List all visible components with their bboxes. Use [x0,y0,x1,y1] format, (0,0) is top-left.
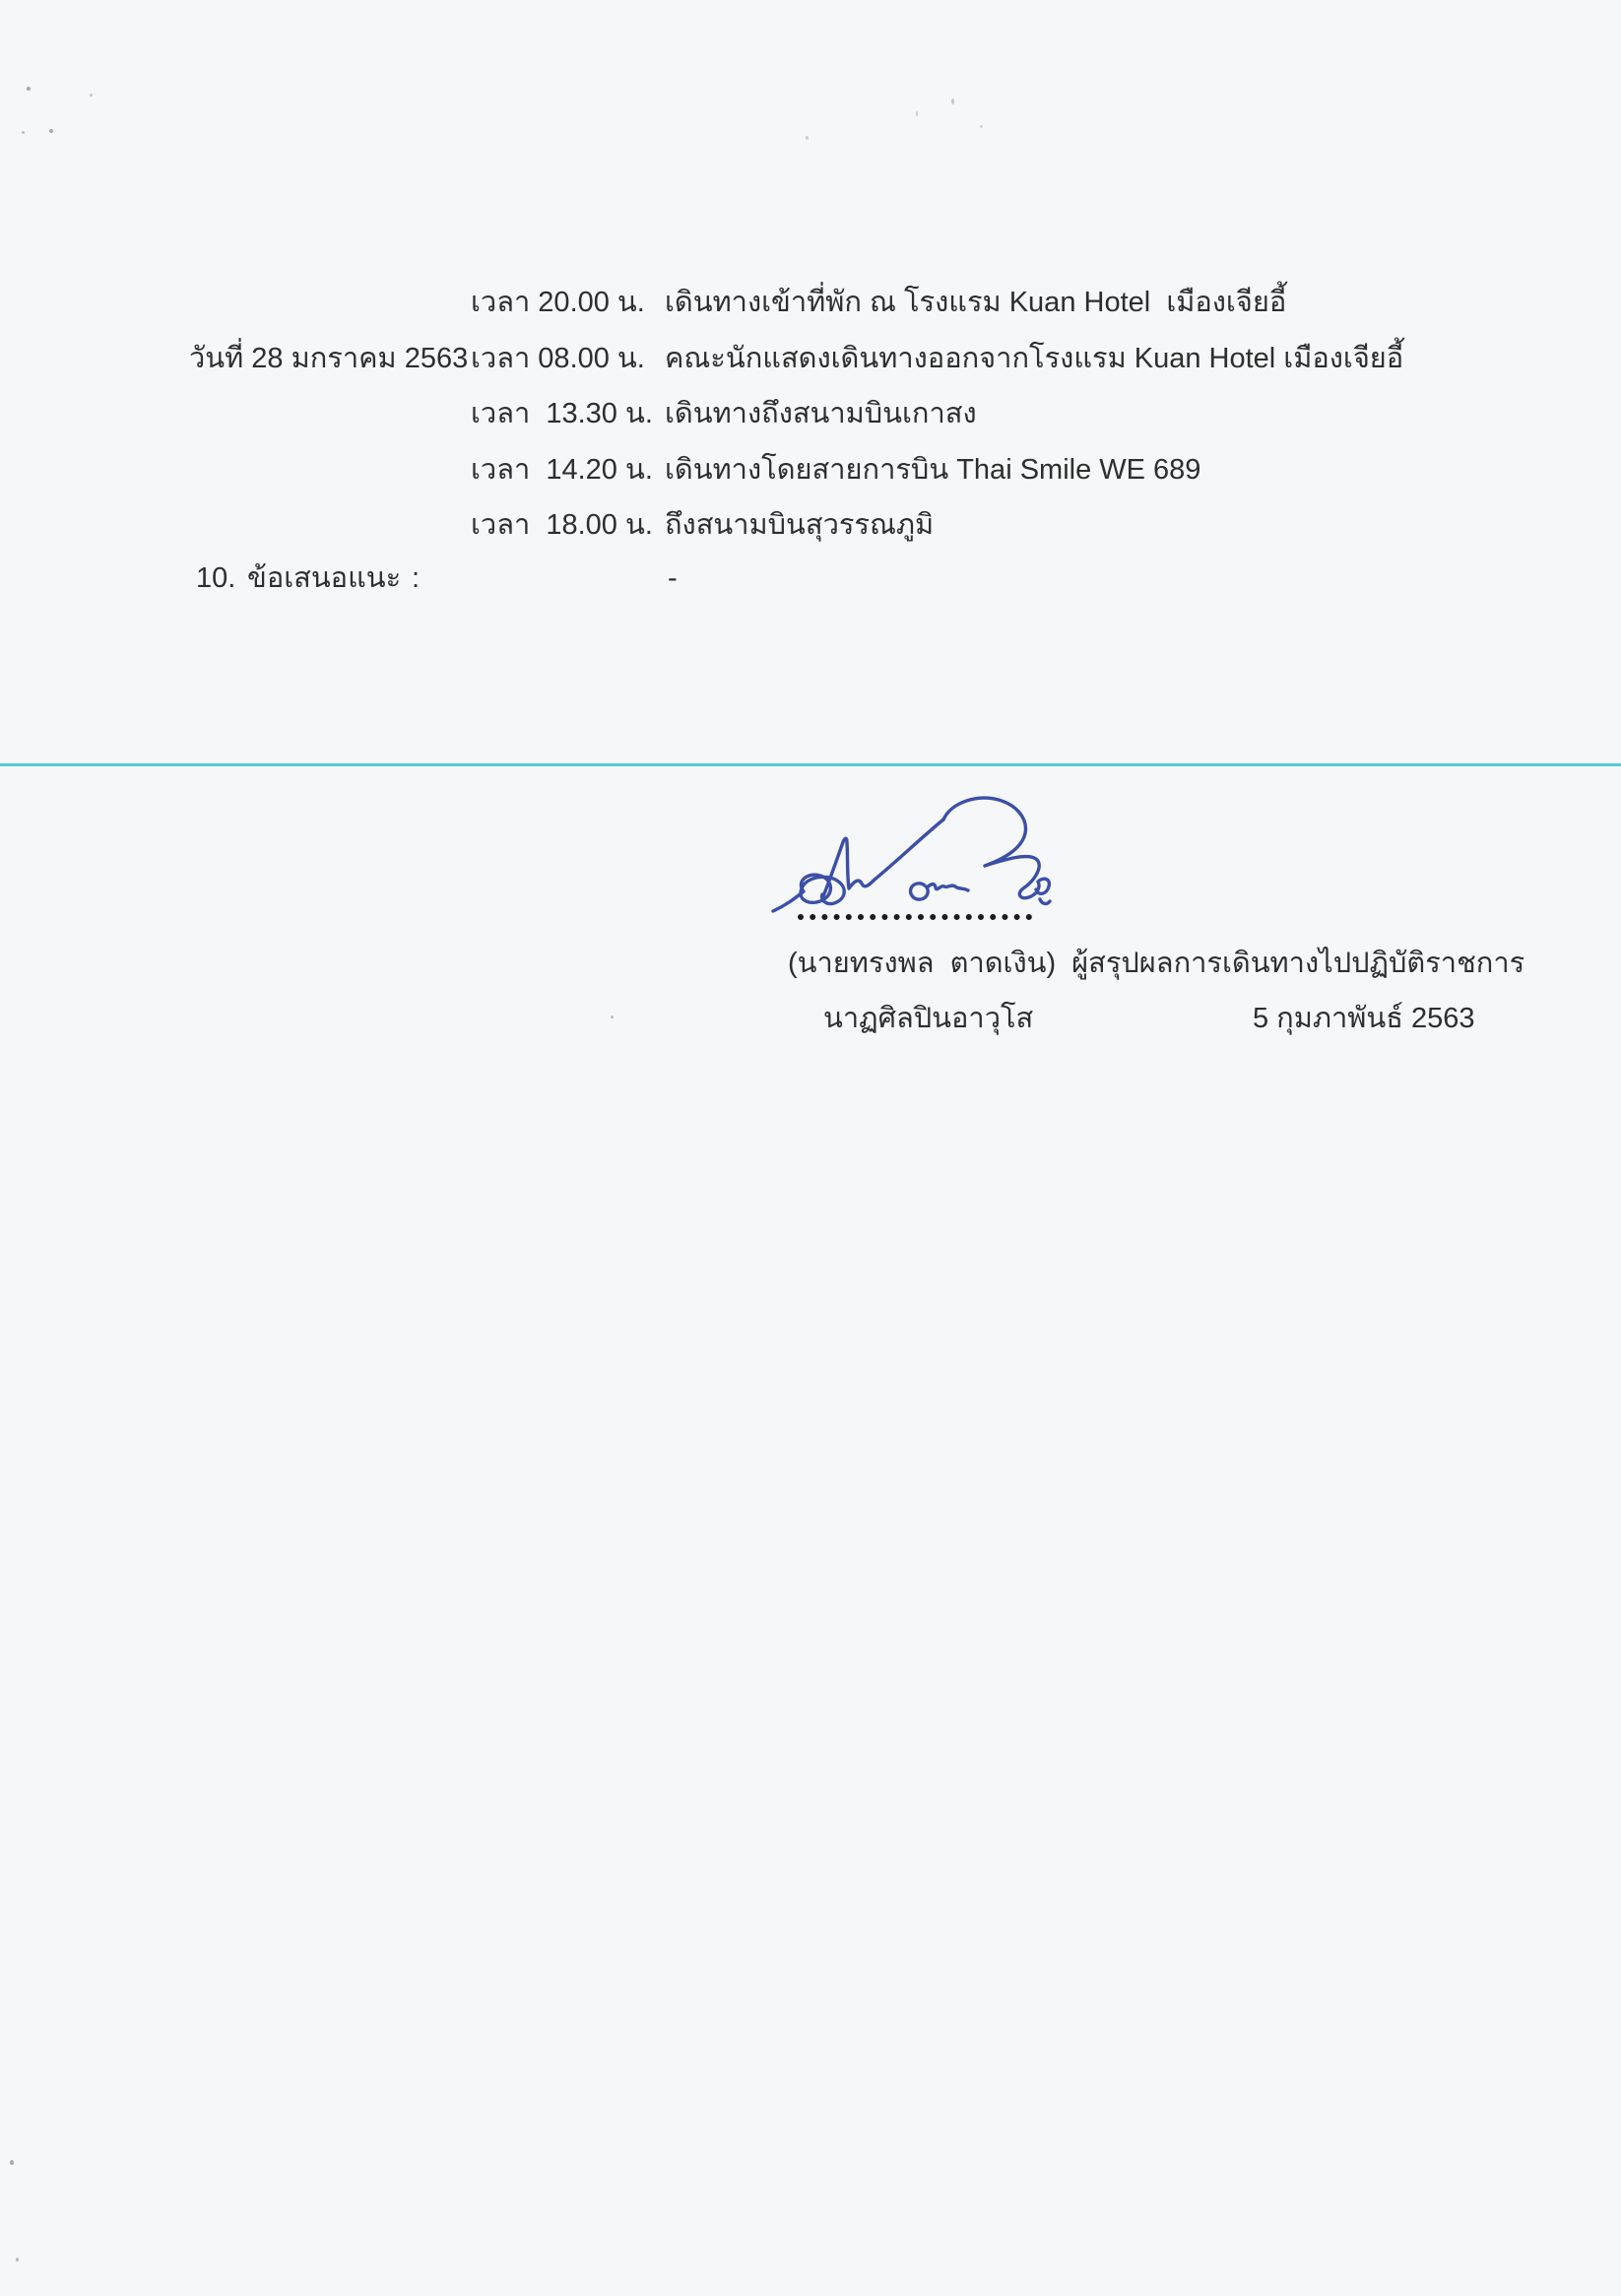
scan-speck [951,98,954,104]
itinerary-activity: เดินทางถึงสนามบินเกาสง [665,398,977,429]
item-value: - [668,562,678,594]
itinerary-row [0,504,1621,548]
item-label: ข้อเสนอแนะ [247,562,402,594]
signature-date: 5 กุมภาพันธ์ 2563 [1253,1003,1475,1034]
itinerary-row [0,338,1621,381]
scan-speck [90,94,93,97]
scan-divider-line [0,763,1621,766]
scan-speck [916,111,918,116]
signer-name: (นายทรงพล ตาดเงิน) [788,948,1057,979]
scan-speck [27,87,31,91]
itinerary-time: เวลา 14.20 น. [471,454,653,486]
scan-speck [611,1016,614,1018]
signature-ink [729,786,1123,934]
scan-speck [22,131,25,134]
signer-position: นาฏศิลปินอาวุโส [823,1003,1034,1034]
itinerary-time: เวลา 18.00 น. [471,509,653,541]
scan-speck [806,136,809,140]
scan-speck [16,2258,19,2262]
itinerary-time: เวลา 13.30 น. [471,398,653,429]
itinerary-row [0,393,1621,436]
scan-speck [980,125,983,128]
signer-name-row [788,944,1524,983]
signer-role: ผู้สรุปผลการเดินทางไปปฏิบัติราชการ [1071,948,1525,979]
item-number: 10. [196,562,236,594]
itinerary-date: วันที่ 28 มกราคม 2563 [189,343,469,374]
scan-speck [10,2160,14,2165]
itinerary-activity: คณะนักแสดงเดินทางออกจากโรงแรม Kuan Hotel เมืองเจียอี้ [665,343,1404,374]
item-10-recommendations [0,558,1621,601]
itinerary-time: เวลา 20.00 น. [471,287,645,318]
itinerary-activity: เดินทางเข้าที่พัก ณ โรงแรม Kuan Hotel เมืองเจียอี้ [665,287,1287,318]
itinerary-row [0,449,1621,492]
itinerary-activity: เดินทางโดยสายการบิน Thai Smile WE 689 [665,454,1201,486]
signature-dotted-line [798,914,1032,920]
scan-speck [49,129,53,133]
itinerary-row [0,282,1621,325]
item-colon: : [412,562,421,594]
itinerary-activity: ถึงสนามบินสุวรรณภูมิ [665,509,935,541]
itinerary-time: เวลา 08.00 น. [471,343,645,374]
